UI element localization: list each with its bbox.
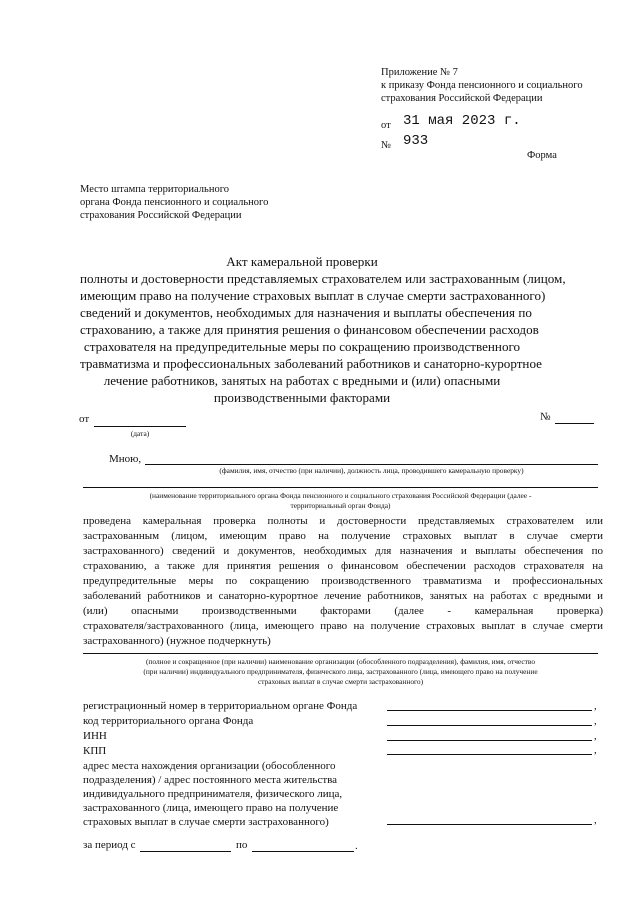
period-end-field[interactable] [252,851,354,852]
reg-number-comma: , [594,700,597,712]
stamp-line-2: органа Фонда пенсионного и социального [80,197,269,208]
address-label-line: адрес места нахождения организации (обособленного [83,760,336,772]
title-line: Акт камеральной проверки [226,254,378,269]
main-text-line: (или) опасными производственными факторами (далее - камеральная проверка) [83,605,603,617]
inspector-field[interactable] [145,464,598,465]
order-date: 31 мая 2023 г. [403,113,521,129]
title-line: страхователя на предупредительные меры по сокращению производственного [83,339,521,354]
territorial-body-caption-2: территориальный орган Фонда) [290,501,391,510]
form-label: Форма [527,150,557,161]
stamp-line-3: страхования Российской Федерации [80,210,242,221]
main-text-line: застрахованного) (нужное подчеркнуть) [83,635,271,647]
order-number-prefix: № [381,140,392,151]
title-line: страхованию, а также для принятия решения о финансовом обеспечении расходов [80,322,539,337]
kpp-comma: , [594,744,597,756]
inspector-label: Мною, [109,453,142,465]
address-label-line: застрахованного (лица, имеющего право на получение [83,802,339,814]
address-label-line: страховых выплат в случае смерти застрахованного) [83,816,329,828]
main-text-line: застрахованного) сведений и документов, необходимых для назначения и выплаты обеспечения по [83,545,603,557]
title-line: сведений и документов, необходимых для назначения и выплаты обеспечения по [80,305,532,320]
main-text-line: заболеваний работников и санаторно-курортное лечение работников, занятых на работах с вредными и [83,590,603,602]
act-number-field[interactable] [555,423,594,424]
act-number-label: № [540,411,551,423]
act-from-label: от [79,413,90,425]
order-date-prefix: от [381,120,391,131]
address-label-line: индивидуального предпринимателя, физического лица, [83,788,343,800]
inn-comma: , [594,730,597,742]
organization-caption-3: страховых выплат в случае смерти застрахованного) [257,677,424,686]
act-date-caption: (дата) [130,429,150,438]
period-start-field[interactable] [140,851,231,852]
period-to-label: по [236,839,248,851]
organization-field[interactable] [83,653,598,654]
title-line: лечение работников, занятых на работах с вредными и (или) опасными [103,373,501,388]
territorial-body-caption-1: (наименование территориального органа Фонда пенсионного и социального страхования Российской Федерации (далее - [149,491,532,500]
kpp-label: КПП [83,745,107,757]
address-comma: , [594,814,597,826]
branch-code-comma: , [594,715,597,727]
kpp-field[interactable] [387,754,592,755]
branch-code-field[interactable] [387,725,592,726]
stamp-line-1: Место штампа территориального [80,184,229,195]
territorial-body-field[interactable] [83,487,598,488]
appendix-line-2: к приказу Фонда пенсионного и социального [381,80,583,91]
address-label-line: подразделения) / адрес постоянного места жительства [83,774,338,786]
main-text-line: страхователя/застрахованного (лица, имеющего право на получение страховых выплат в случае смерти [83,620,603,632]
main-text-line: проведена камеральная проверка полноты и достоверности представляемых страхователем или [83,515,603,527]
branch-code-label: код территориального органа Фонда [83,715,254,727]
organization-caption-2: (при наличии) индивидуального предпринимателя, физического лица, застрахованного (лица, имеющего право на получение [143,667,538,676]
act-date-field[interactable] [94,426,186,427]
period-end-dot: . [355,840,358,852]
order-number: 933 [403,133,429,149]
inspector-caption: (фамилия, имя, отчество (при наличии), должность лица, проводившего камеральную проверку) [219,466,524,475]
document-title [80,253,566,406]
inn-field[interactable] [387,740,592,741]
title-line: имеющим право на получение страховых выплат в случае смерти застрахованного) [80,288,546,303]
main-text-line: страхованию, а также для принятия решения о финансовом обеспечении расходов страхователя на [83,560,603,572]
appendix-number: Приложение № 7 [381,67,458,78]
address-field[interactable] [387,824,592,825]
main-text-line: застрахованным (лицом, имеющим право на получение страховых выплат в случае смерти [83,530,603,542]
period-from-label: за период с [83,839,136,851]
reg-number-field[interactable] [387,710,592,711]
title-line: производственными факторами [213,390,391,405]
reg-number-label: регистрационный номер в территориальном органе Фонда [83,700,358,712]
organization-caption-1: (полное и сокращенное (при наличии) наименование организации (обособленного подразделения), фамилия, имя, отчество [145,657,536,666]
title-line: полноты и достоверности представляемых страхователем или застрахованным (лицом, [80,271,566,286]
inn-label: ИНН [83,730,107,742]
appendix-line-3: страхования Российской Федерации [381,93,543,104]
title-line: травматизма и профессиональных заболеваний работников и санаторно-курортное [80,356,542,371]
main-text-line: предупредительные меры по сокращению производственного травматизма и профессиональных [83,575,603,587]
